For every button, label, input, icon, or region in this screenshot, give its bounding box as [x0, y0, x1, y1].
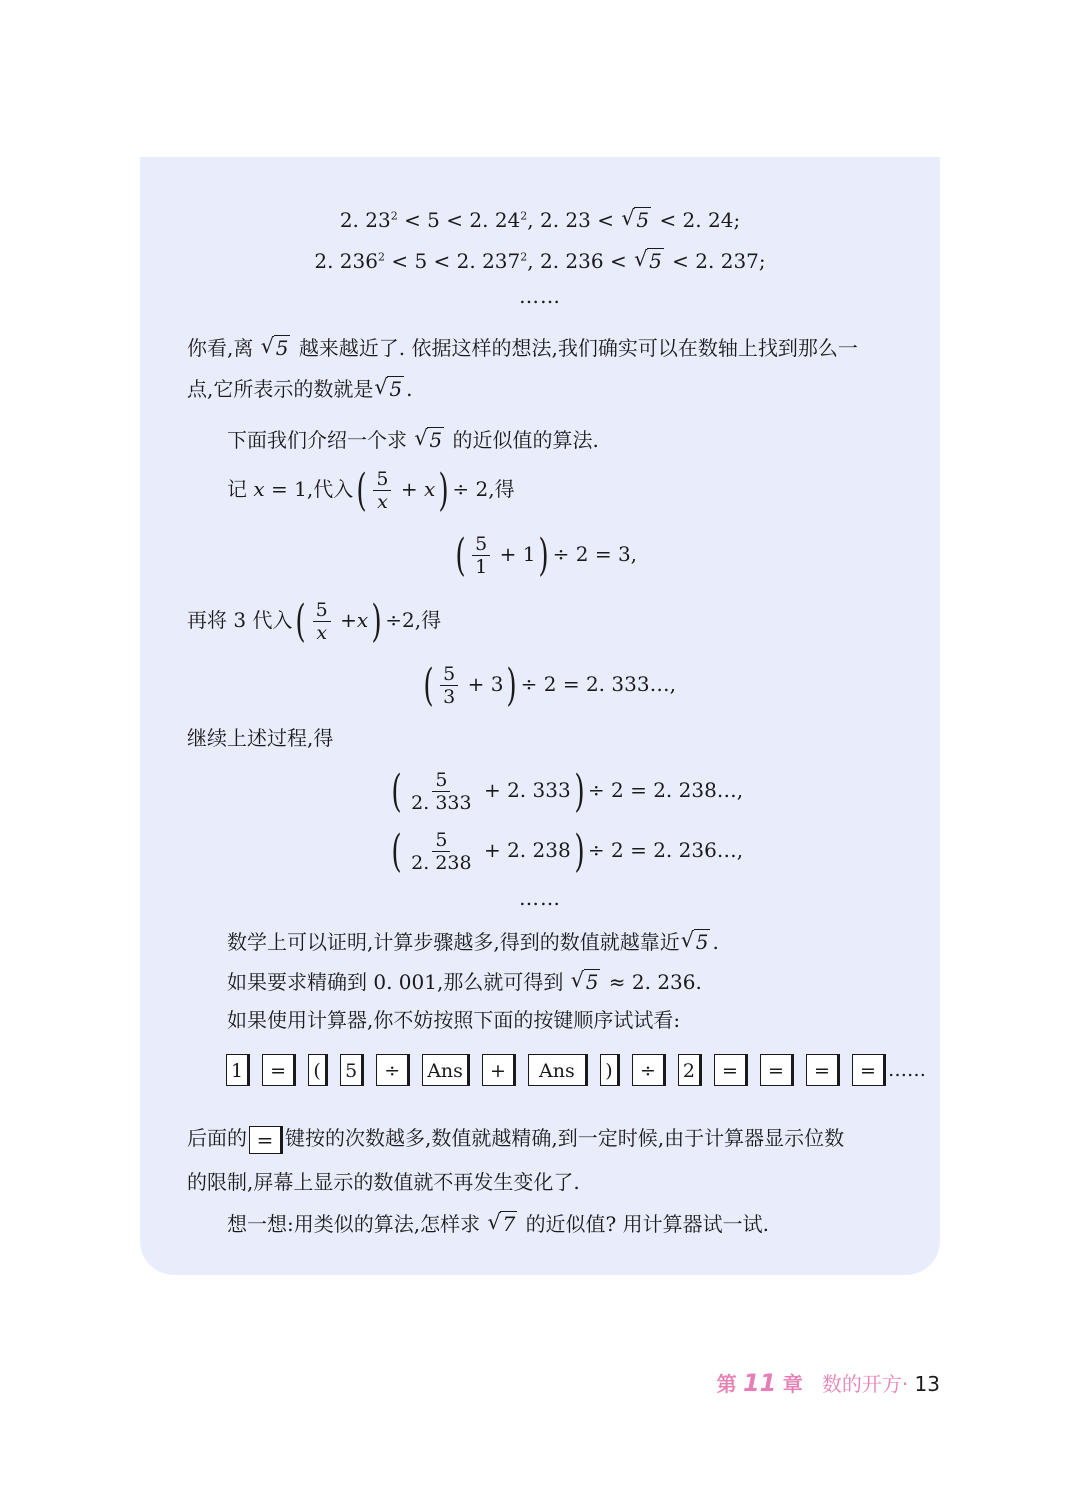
- paragraph-4: 再将 3 代入( $\frac{5}{x}$ +x) ÷2,得: [187, 595, 442, 647]
- key-equals: =: [806, 1054, 840, 1086]
- inline-key-equals: =: [249, 1126, 283, 1154]
- paragraph-7: 如果要求精确到 0. 001,那么就可得到 √ 5 ≈ 2. 236.: [227, 968, 702, 996]
- fraction: $\frac{5}{1}$: [472, 533, 490, 578]
- paragraph-3: 记 x = 1,代入( $\frac{5}{x}$ + x) ÷ 2,得: [227, 464, 515, 516]
- page-footer: [717, 1368, 940, 1397]
- calculator-key-sequence: [226, 1054, 926, 1086]
- sqrt-5: √ 5: [622, 206, 651, 234]
- sqrt-5: √ 5: [682, 928, 711, 956]
- paragraph-2: 下面我们介绍一个求 √ 5 的近似值的算法.: [227, 426, 599, 454]
- inequality-line-2: 2. $236^2 < 5 < 2$. $237^2$, 2. 236 < √ 5 < 2. 237;: [140, 247, 940, 275]
- keys-ellipsis: ……: [888, 1059, 926, 1081]
- fraction: $\frac{5}{x}$: [313, 599, 331, 644]
- key-open-paren: (: [308, 1054, 328, 1086]
- key-equals: =: [262, 1054, 296, 1086]
- ellipsis-2: ……: [519, 886, 561, 910]
- paragraph-9-line-1: 后面的 = 键按的次数越多,数值就越精确,到一定时候,由于计算器显示位数: [187, 1126, 845, 1152]
- key-2: 2: [678, 1054, 702, 1086]
- key-divide: ÷: [376, 1054, 410, 1086]
- fraction: $\frac{5}{2. 333}$: [411, 769, 472, 814]
- key-equals: =: [760, 1054, 794, 1086]
- key-divide: ÷: [632, 1054, 666, 1086]
- equation-3: ( $\frac{5}{2. 333}$ + 2. 333) ÷ 2 = 2. 238…,: [391, 765, 744, 817]
- key-equals: =: [852, 1054, 886, 1086]
- key-5: 5: [340, 1054, 364, 1086]
- paragraph-5: 继续上述过程,得: [187, 726, 334, 750]
- sqrt-5: √ 5: [262, 334, 291, 362]
- ellipsis-1: ……: [519, 284, 561, 308]
- key-1: 1: [226, 1054, 250, 1086]
- key-plus: +: [482, 1054, 516, 1086]
- page-number: 13: [914, 1372, 940, 1396]
- inequality-line-1: 2. $23^2 < 5 < 2$. $24^2$, 2. 23 < √ 5 < 2. 24;: [140, 206, 940, 234]
- equation-1: ( $\frac{5}{1}$ + 1) ÷ 2 = 3,: [455, 529, 638, 581]
- key-equals: =: [714, 1054, 748, 1086]
- paragraph-1-line-2: 点,它所表示的数就是√ 5 .: [187, 375, 412, 403]
- paragraph-6: 数学上可以证明,计算步骤越多,得到的数值就越靠近√ 5 .: [227, 928, 719, 956]
- sqrt-5: √ 5: [375, 375, 404, 403]
- chapter-number: 11: [742, 1369, 777, 1397]
- equation-2: ( $\frac{5}{3}$ + 3) ÷ 2 = 2. 333…,: [423, 659, 676, 711]
- key-ans: Ans: [422, 1054, 470, 1086]
- key-ans: Ans: [528, 1054, 588, 1086]
- paragraph-8: 如果使用计算器,你不妨按照下面的按键顺序试试看:: [227, 1008, 681, 1032]
- chapter-suffix: 章: [782, 1372, 803, 1396]
- fraction: $\frac{5}{x}$: [373, 468, 391, 513]
- chapter-label: 第: [716, 1372, 737, 1396]
- sqrt-5: √ 5: [635, 247, 664, 275]
- fraction: $\frac{5}{3}$: [440, 663, 458, 708]
- content-panel: [140, 157, 940, 1275]
- sqrt-5: √ 5: [572, 968, 601, 996]
- equation-4: ( $\frac{5}{2. 238}$ + 2. 238) ÷ 2 = 2. 236…,: [391, 825, 744, 877]
- sqrt-7: √ 7: [488, 1210, 517, 1238]
- paragraph-10: 想一想:用类似的算法,怎样求 √ 7 的近似值? 用计算器试一试.: [227, 1210, 769, 1238]
- paragraph-1-line-1: 你看,离 √ 5 越来越近了. 依据这样的想法,我们确实可以在数轴上找到那么一: [187, 334, 858, 362]
- chapter-title: 数的开方·: [821, 1372, 909, 1396]
- paragraph-9-line-2: 的限制,屏幕上显示的数值就不再发生变化了.: [187, 1170, 580, 1194]
- key-close-paren: ): [600, 1054, 620, 1086]
- fraction: $\frac{5}{2. 238}$: [411, 829, 472, 874]
- sqrt-5: √ 5: [415, 426, 444, 454]
